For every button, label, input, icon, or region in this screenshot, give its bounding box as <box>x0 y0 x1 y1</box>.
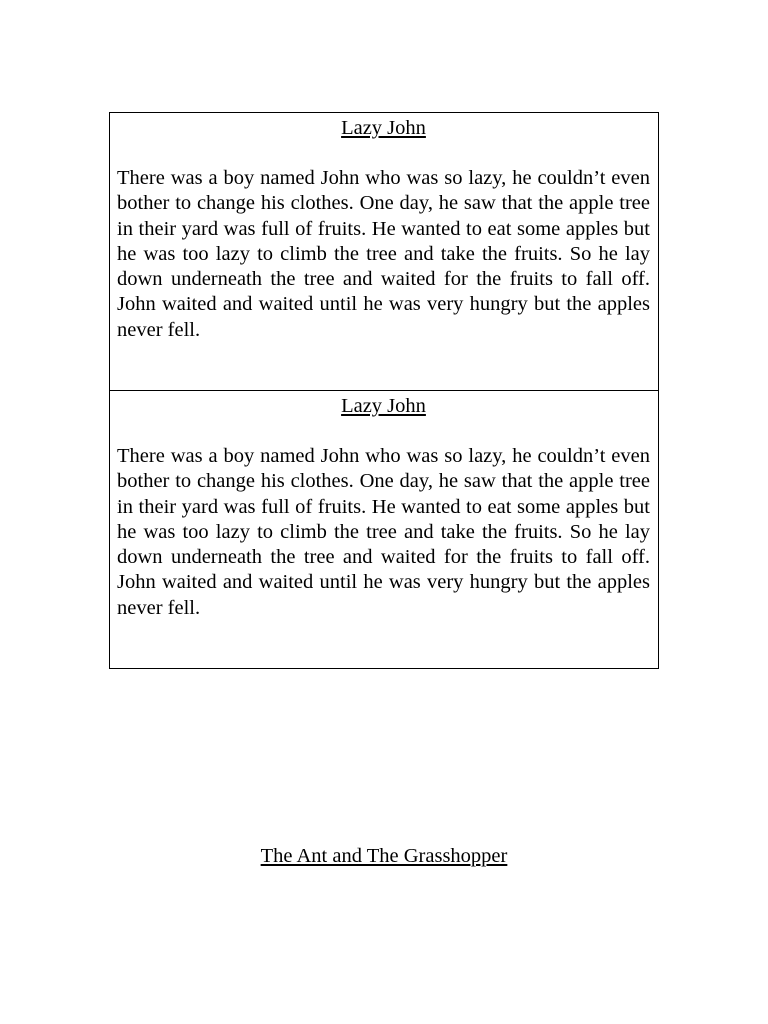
next-story-title: The Ant and The Grasshopper <box>260 845 508 867</box>
story-cell-1 <box>110 113 658 391</box>
story-body: There was a boy named John who was so lazy, he couldn’t even bother to change his clothes. One day, he saw that the apple tree in their yard was full of fruits. He wanted to eat some apples but he was too lazy to climb the tree and take the fruits. So he lay down underneath the tree and waited for the fruits to fall off. John waited and waited until he was very hungry but the apples never fell. <box>117 445 650 619</box>
story-cell-2 <box>110 391 658 668</box>
story-table <box>109 112 659 669</box>
blank-line <box>117 419 650 444</box>
next-story-heading <box>0 844 768 869</box>
story-title: Lazy John <box>341 395 426 417</box>
blank-line <box>117 141 650 166</box>
story-body: There was a boy named John who was so lazy, he couldn’t even bother to change his clothes. One day, he saw that the apple tree in their yard was full of fruits. He wanted to eat some apples but he was too lazy to climb the tree and take the fruits. So he lay down underneath the tree and waited for the fruits to fall off. John waited and waited until he was very hungry but the apples never fell. <box>117 167 650 341</box>
story-title: Lazy John <box>341 117 426 139</box>
